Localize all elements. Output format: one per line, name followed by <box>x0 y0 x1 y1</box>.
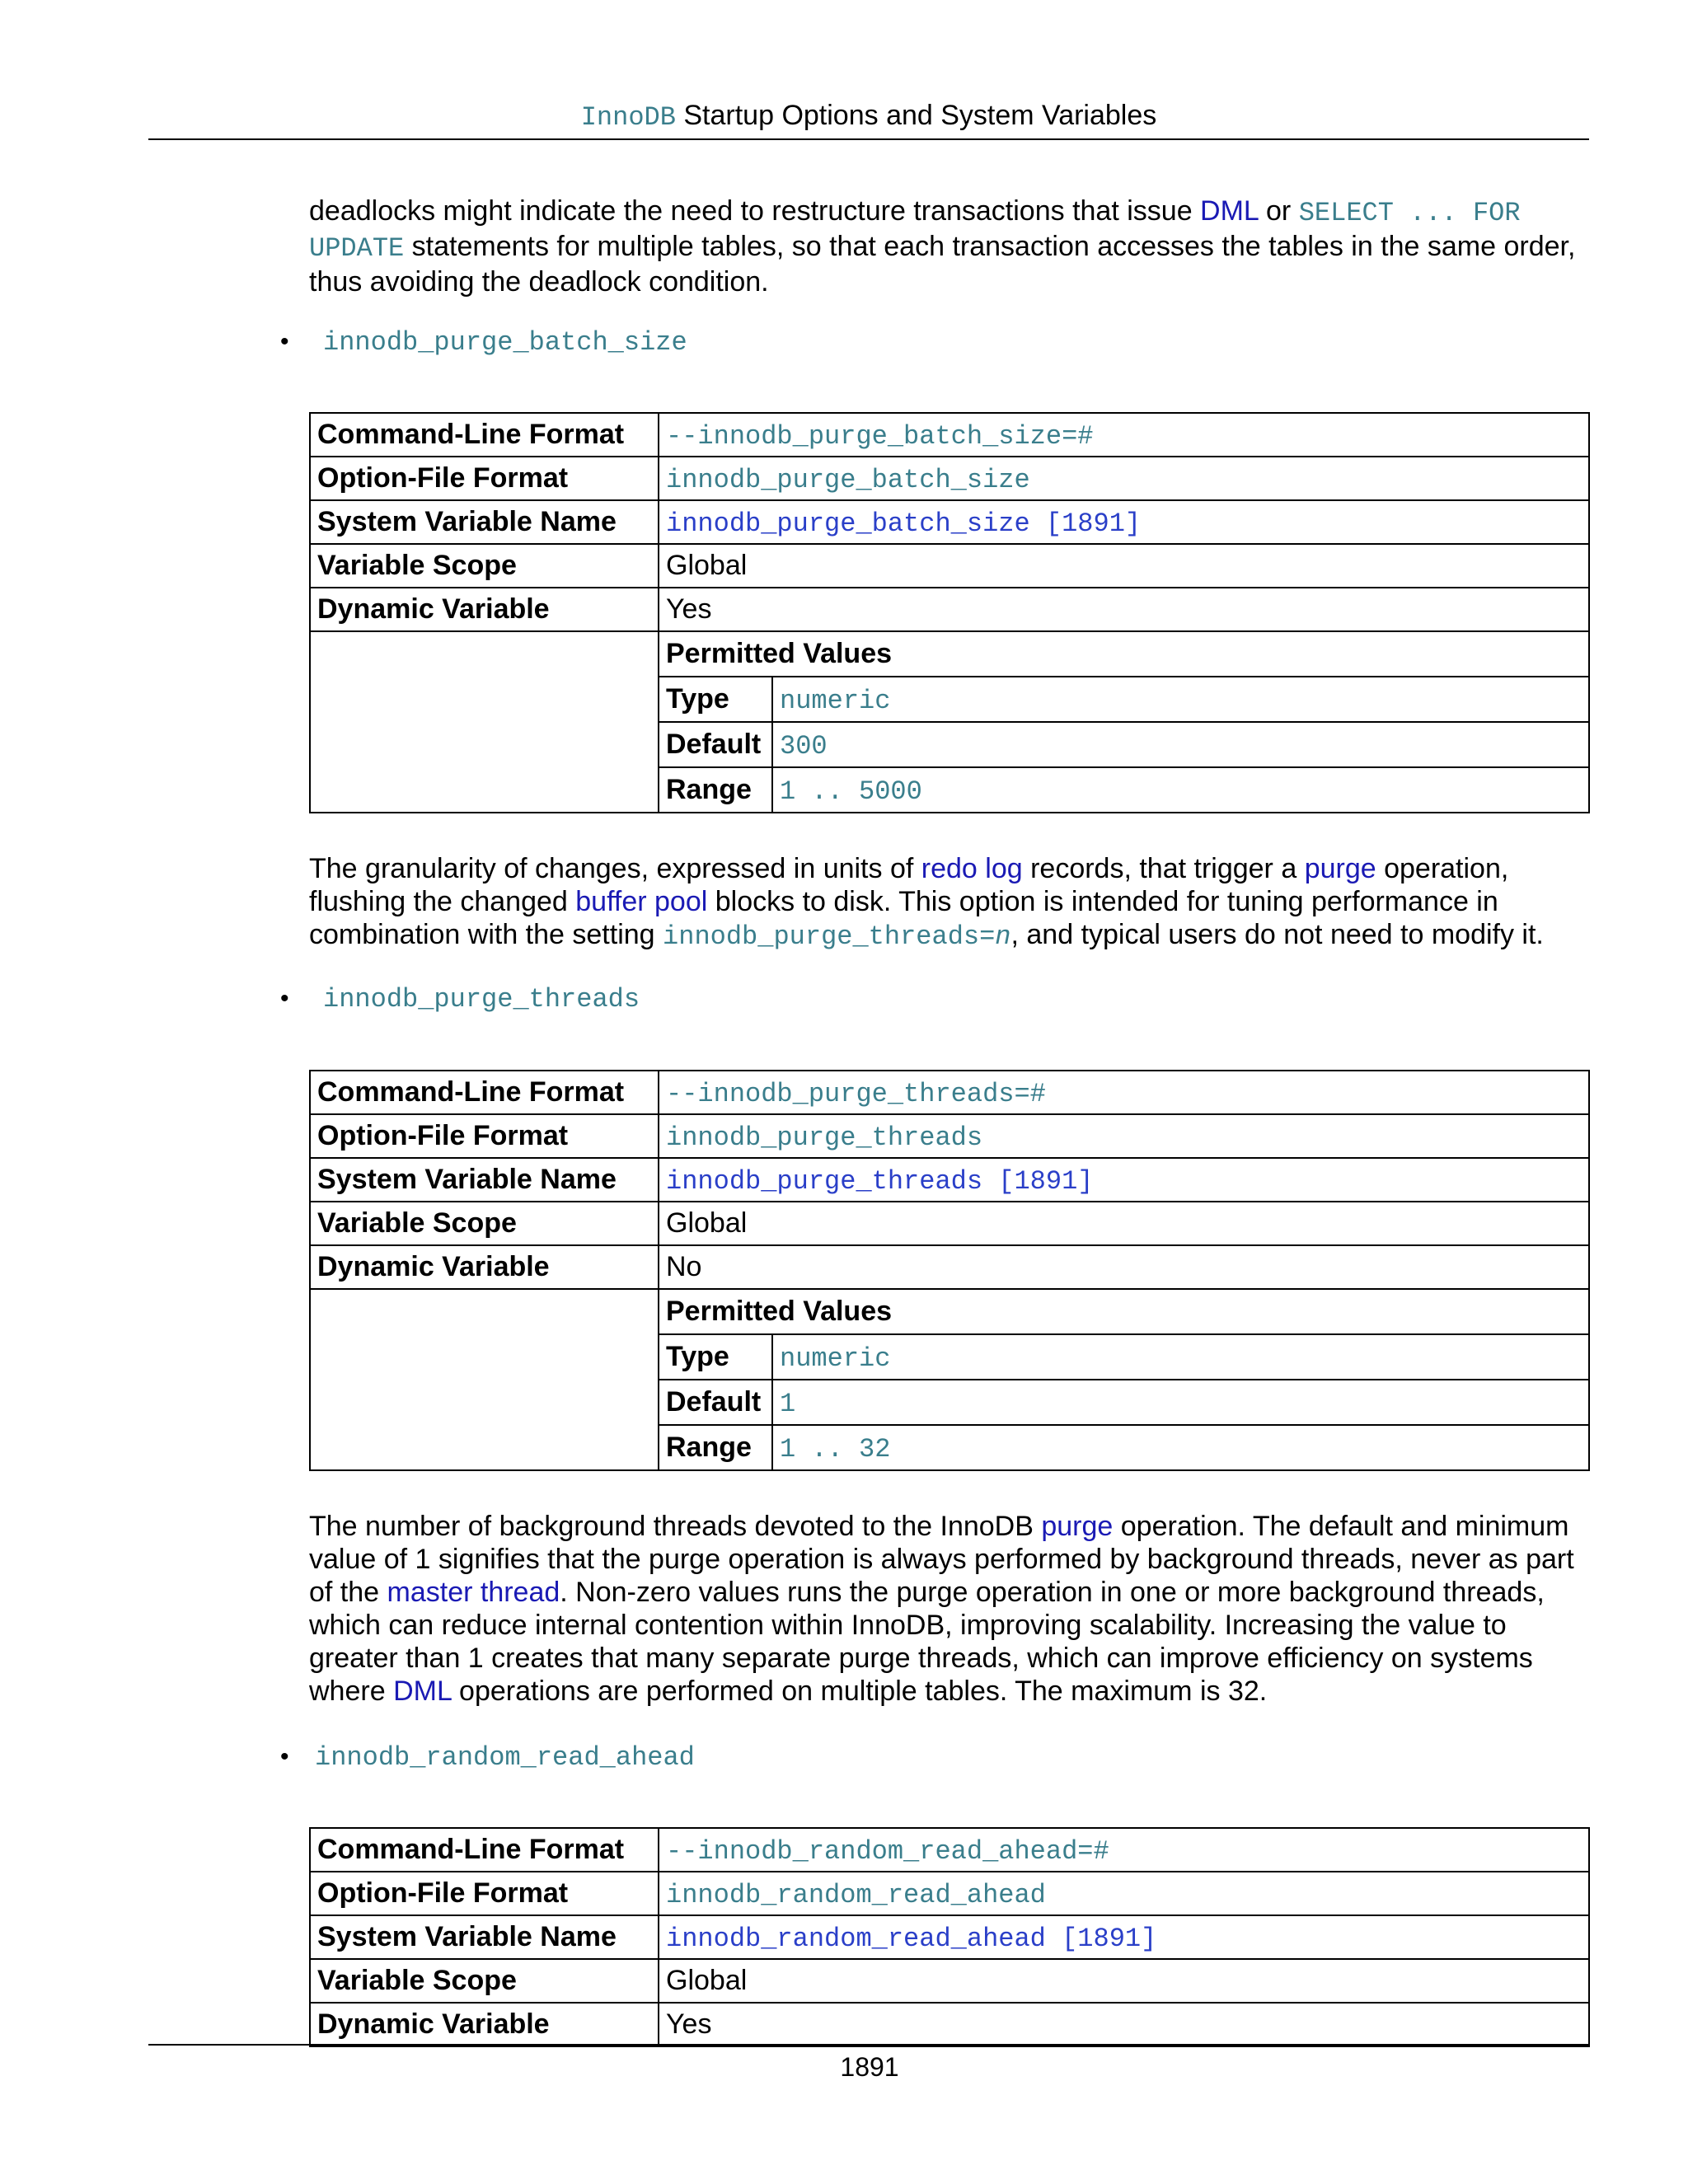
sys-var-link[interactable]: innodb_random_read_ahead [1891] <box>666 1923 1157 1954</box>
range-label: Range <box>659 1425 772 1469</box>
header-title: Startup Options and System Variables <box>675 100 1157 131</box>
dml-link[interactable]: DML <box>393 1675 452 1707</box>
buffer-pool-link[interactable]: buffer pool <box>575 886 708 917</box>
permitted-values-table <box>659 1290 1588 1469</box>
table-value: Global <box>659 1959 1589 2003</box>
table-label: Option-File Format <box>310 457 659 500</box>
page-header <box>148 92 1589 140</box>
default-label: Default <box>659 1380 772 1425</box>
permitted-values-table <box>659 632 1588 812</box>
options-table-purge-batch-size <box>309 412 1590 813</box>
table-row <box>310 1202 1589 1245</box>
table-row <box>310 1071 1589 1114</box>
table-row <box>310 588 1589 631</box>
table-label: Command-Line Format <box>310 1071 659 1114</box>
default-label: Default <box>659 722 772 767</box>
default-value: 1 <box>780 1388 796 1419</box>
table-label: Option-File Format <box>310 1114 659 1158</box>
table-row <box>310 544 1589 588</box>
table-row <box>310 1289 1589 1470</box>
type-value: numeric <box>780 685 891 716</box>
table-label: Dynamic Variable <box>310 2003 659 2046</box>
bullet-item-random-read-ahead <box>280 1739 695 1774</box>
table-row <box>310 1158 1589 1202</box>
description-purge-batch-size: The granularity of changes, expressed in units of redo log records, that trigger a purge operation, flushing the changed buffer pool blocks to disk. This option is intended for tuning performance in combination with the setting innodb_purge_threads=n, and typical users do not need to modify it. <box>309 853 1544 952</box>
table-value: --innodb_purge_batch_size=# <box>666 420 1094 452</box>
option-name[interactable]: innodb_purge_threads <box>323 984 640 1015</box>
select-for-update-code: SELECT ... FOR UPDATE <box>309 198 1521 264</box>
description-purge-threads: The number of background threads devoted to the InnoDB purge operation. The default and minimum value of 1 signifies that the purge operation is always performed by background threads, never as part of the master thread. Non-zero values runs the purge operation in one or more background threads, which can reduce internal contention within InnoDB, improving scalability. Increasing the value to greater than 1 creates that many separate purge threads, which can improve efficiency on systems where DML operations are performed on multiple tables. The maximum is 32. <box>309 1511 1574 1707</box>
table-value: Yes <box>659 588 1589 631</box>
type-label: Type <box>659 677 772 722</box>
table-row <box>310 457 1589 500</box>
table-row <box>310 2003 1589 2046</box>
table-row <box>310 1872 1589 1915</box>
option-name[interactable]: innodb_purge_batch_size <box>323 327 687 358</box>
table-label: System Variable Name <box>310 1158 659 1202</box>
table-label: Dynamic Variable <box>310 1245 659 1289</box>
table-label: System Variable Name <box>310 1915 659 1959</box>
bullet-icon: • <box>280 985 289 1012</box>
table-value: --innodb_random_read_ahead=# <box>666 1835 1109 1867</box>
dml-link[interactable]: DML <box>1200 195 1259 227</box>
type-label: Type <box>659 1334 772 1380</box>
table-value: innodb_random_read_ahead <box>666 1879 1046 1910</box>
type-value: numeric <box>780 1343 891 1374</box>
table-value: Global <box>659 1202 1589 1245</box>
table-label: Variable Scope <box>310 1959 659 2003</box>
table-row <box>310 1959 1589 2003</box>
purge-link[interactable]: purge <box>1041 1511 1114 1542</box>
bullet-item-purge-threads <box>280 981 640 1016</box>
table-value: innodb_purge_threads <box>666 1122 983 1153</box>
table-row <box>310 1114 1589 1158</box>
options-table-random-read-ahead <box>309 1827 1590 2047</box>
table-row <box>310 1828 1589 1872</box>
table-label: Option-File Format <box>310 1872 659 1915</box>
page-number: 1891 <box>840 2052 899 2082</box>
permitted-values-heading: Permitted Values <box>659 1290 1588 1334</box>
table-row <box>310 413 1589 457</box>
range-value: 1 .. 5000 <box>780 776 922 807</box>
table-label: Variable Scope <box>310 1202 659 1245</box>
footer-divider <box>148 2044 1589 2046</box>
bullet-icon: • <box>280 1743 289 1770</box>
bullet-icon: • <box>280 328 289 355</box>
table-label: Command-Line Format <box>310 413 659 457</box>
table-row <box>310 500 1589 544</box>
table-label: System Variable Name <box>310 500 659 544</box>
default-value: 300 <box>780 730 828 762</box>
header-code: InnoDB <box>580 102 676 133</box>
table-value: Yes <box>659 2003 1589 2046</box>
table-value: No <box>659 1245 1589 1289</box>
options-table-purge-threads <box>309 1070 1590 1471</box>
table-row <box>310 1245 1589 1289</box>
table-row <box>310 1915 1589 1959</box>
permitted-values-heading: Permitted Values <box>659 632 1588 677</box>
redo-log-link[interactable]: redo log <box>921 853 1023 884</box>
master-thread-link[interactable]: master thread <box>387 1577 560 1608</box>
sys-var-link[interactable]: innodb_purge_batch_size [1891] <box>666 508 1142 539</box>
intro-paragraph: deadlocks might indicate the need to restructure transactions that issue DML or SELECT ... FOR UPDATE statements for multiple tables, so that each transaction accesses the tables in the same order, thus avoiding the deadlock condition. <box>309 195 1576 298</box>
purge-link[interactable]: purge <box>1304 853 1376 884</box>
table-label: Dynamic Variable <box>310 588 659 631</box>
table-label: Variable Scope <box>310 544 659 588</box>
range-value: 1 .. 32 <box>780 1433 891 1465</box>
table-label: Command-Line Format <box>310 1828 659 1872</box>
table-row <box>310 631 1589 813</box>
purge-threads-code: innodb_purge_threads=n <box>663 921 1011 952</box>
sys-var-link[interactable]: innodb_purge_threads [1891] <box>666 1165 1094 1197</box>
bullet-item-purge-batch-size <box>280 324 687 359</box>
table-value: Global <box>659 544 1589 588</box>
table-value: innodb_purge_batch_size <box>666 464 1030 495</box>
range-label: Range <box>659 767 772 812</box>
table-value: --innodb_purge_threads=# <box>666 1078 1046 1109</box>
option-name[interactable]: innodb_random_read_ahead <box>315 1742 695 1773</box>
